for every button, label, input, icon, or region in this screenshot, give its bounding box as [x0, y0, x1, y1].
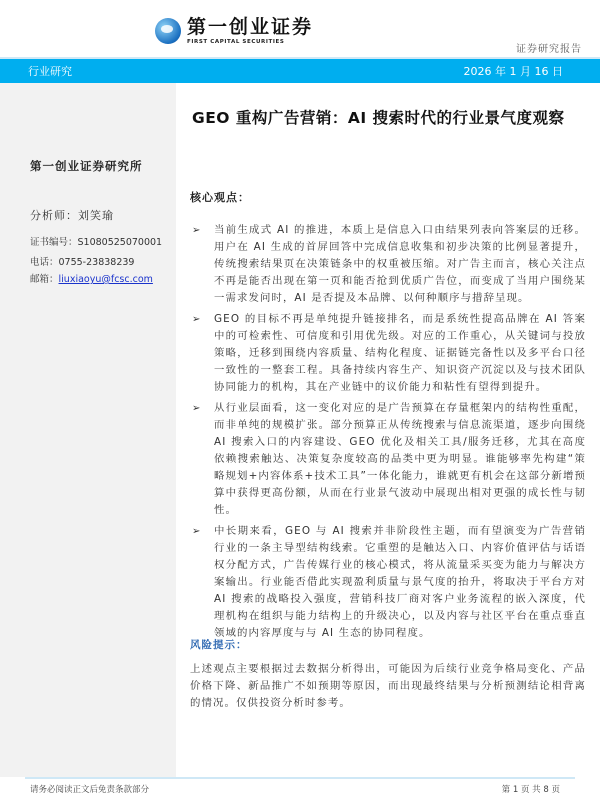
- core-views-heading: 核心观点：: [190, 191, 250, 204]
- email-link[interactable]: liuxiaoyu@fcsc.com: [58, 274, 153, 285]
- arrow-bullet-icon: ➢: [192, 225, 201, 236]
- footer-disclaimer: 请务必阅读正文后免责条款部分: [30, 785, 150, 795]
- arrow-bullet-icon: ➢: [192, 403, 201, 414]
- report-category: 行业研究: [28, 65, 72, 78]
- list-item: [192, 523, 586, 642]
- list-item: [192, 222, 586, 307]
- analyst-name: 分析师：刘笑瑜: [30, 209, 114, 222]
- bullet-text: 中长期来看，GEO 与 AI 搜索并非阶段性主题，而有望演变为广告营销行业的一条主导型结构线索。它重塑的是触达入口、内容价值评估与话语权分配方式，广告传媒行业的核心模式，将从流量采买变为能力与解决方案输出。行业能否借此实现盈利质量与景气度的抬升，将取决于平台方对 AI 搜索的战略投入强度，营销科技厂商对客户业务流程的嵌入深度，代理机构在组织与能力结构上的升级决心，以及内容与社区平台在重点垂直领域的内容厚度与与 AI 生态的协同程度。: [214, 525, 586, 639]
- report-date: 2026 年 1 月 16 日: [463, 65, 563, 78]
- bullet-text: GEO 的目标不再是单纯提升链接排名，而是系统性提高品牌在 AI 答案中的可检索性、可信度和引用优先级。对应的工作重心，从关键词与投放策略，迁移到围绕内容质量、结构化程度、证据链完备性以及多平台口径一致性的一整套工程。具备持续内容生产、知识资产沉淀以及与技术团队协同能力的机构，其在产业链中的议价能力和粘性有望得到提升。: [214, 313, 586, 393]
- risk-heading: 风险提示：: [190, 639, 248, 651]
- report-title: GEO 重构广告营销：AI 搜索时代的行业景气度观察: [192, 109, 565, 127]
- report-type: 证券研究报告: [516, 44, 582, 55]
- arrow-bullet-icon: ➢: [192, 314, 201, 325]
- email-label: 邮箱：: [30, 274, 59, 285]
- institute-name: 第一创业证券研究所: [30, 159, 143, 173]
- logo-english: FIRST CAPITAL SECURITIES: [187, 39, 285, 45]
- footer-divider: [25, 777, 575, 779]
- logo-chinese: 第一创业证券: [187, 16, 314, 38]
- core-views-list: [192, 222, 586, 646]
- certificate-number: 证书编号：S1080525070001: [30, 237, 163, 248]
- email-row: [30, 271, 153, 285]
- arrow-bullet-icon: ➢: [192, 526, 201, 537]
- risk-text: 上述观点主要根据过去数据分析得出，可能因为后续行业竞争格局变化、产品价格下降、新品推广不如预期等原因，而出现最终结果与分析预测结论相背离的情况。仅供投资分析时参考。: [190, 663, 586, 709]
- list-item: [192, 311, 586, 396]
- sidebar: [0, 83, 176, 777]
- phone-number: 电话：0755-23838239: [30, 257, 135, 268]
- globe-logo-icon: [155, 18, 181, 44]
- bullet-text: 从行业层面看，这一变化对应的是广告预算在存量框架内的结构性重配，而非单纯的规模扩张。部分预算正从传统搜索与信息流渠道，逐步向围绕 AI 搜索入口的内容建设、GEO 优化及相关工具/服务迁移，尤其在高度依赖搜索触达、决策复杂度较高的品类中更为明显。谁能够率先构建“策略规划+内容体系+技术工具”一体化能力，谁就更有机会在这部分新增预算中获得更高份额，从而在行业景气波动中展现出相对更强的成长性与韧性。: [214, 402, 586, 516]
- header-bar: [0, 59, 600, 83]
- company-logo: [155, 17, 313, 45]
- bullet-text: 当前生成式 AI 的推进，本质上是信息入口由结果列表向答案层的迁移。用户在 AI 生成的首屏回答中完成信息收集和初步决策的比例显著提升，传统搜索结果页在决策链条中的权重被压缩。对广告主而言，核心关注点不再是能否出现在第一页和能否抢到优质广告位，而变成了当用户围绕某一需求发问时，AI 是否提及本品牌、以何种顺序与措辞呈现。: [214, 224, 586, 304]
- page-number: 第 1 页 共 8 页: [501, 785, 560, 795]
- list-item: [192, 400, 586, 519]
